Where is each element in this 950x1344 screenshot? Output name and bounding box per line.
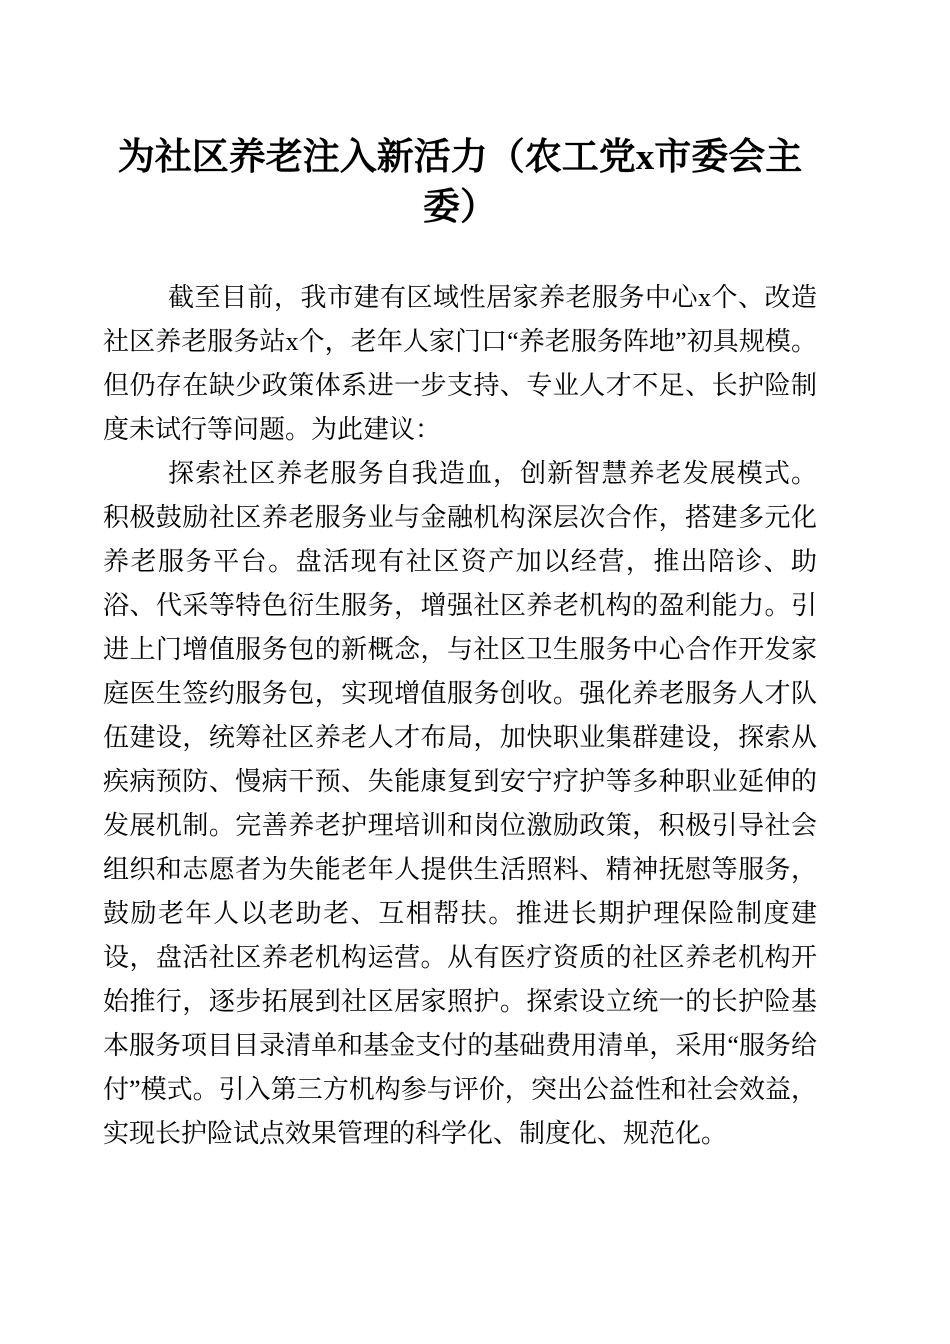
paragraph-current-status: 截至目前，我市建有区域性居家养老服务中心x个、改造社区养老服务站x个，老年人家门口“养老服务阵地”初具规模。但仍存在缺少政策体系进一步支持、专业人才不足、长护险制度未试行等问题。为此建议： [103, 283, 817, 444]
document-body [103, 276, 817, 1156]
document-title: 为社区养老注入新活力（农工党x市委会主委） [117, 137, 803, 228]
paragraph-suggestions: 探索社区养老服务自我造血，创新智慧养老发展模式。积极鼓励社区养老服务业与金融机构深层次合作，搭建多元化养老服务平台。盘活现有社区资产加以经营，推出陪诊、助浴、代采等特色衍生服务，增强社区养老机构的盈利能力。引进上门增值服务包的新概念，与社区卫生服务中心合作开发家庭医生签约服务包，实现增值服务创收。强化养老服务人才队伍建设，统筹社区养老人才布局，加快职业集群建设，探索从疾病预防、慢病干预、失能康复到安宁疗护等多种职业延伸的发展机制。完善养老护理培训和岗位激励政策，积极引导社会组织和志愿者为失能老年人提供生活照料、精神抚慰等服务，鼓励老年人以老助老、互相帮扶。推进长期护理保险制度建设，盘活社区养老机构运营。从有医疗资质的社区养老机构开始推行，逐步拓展到社区居家照护。探索设立统一的长护险基本服务项目目录清单和基金支付的基础费用清单，采用“服务给付”模式。引入第三方机构参与评价，突出公益性和社会效益，实现长护险试点效果管理的科学化、制度化、规范化。 [103, 459, 817, 1148]
